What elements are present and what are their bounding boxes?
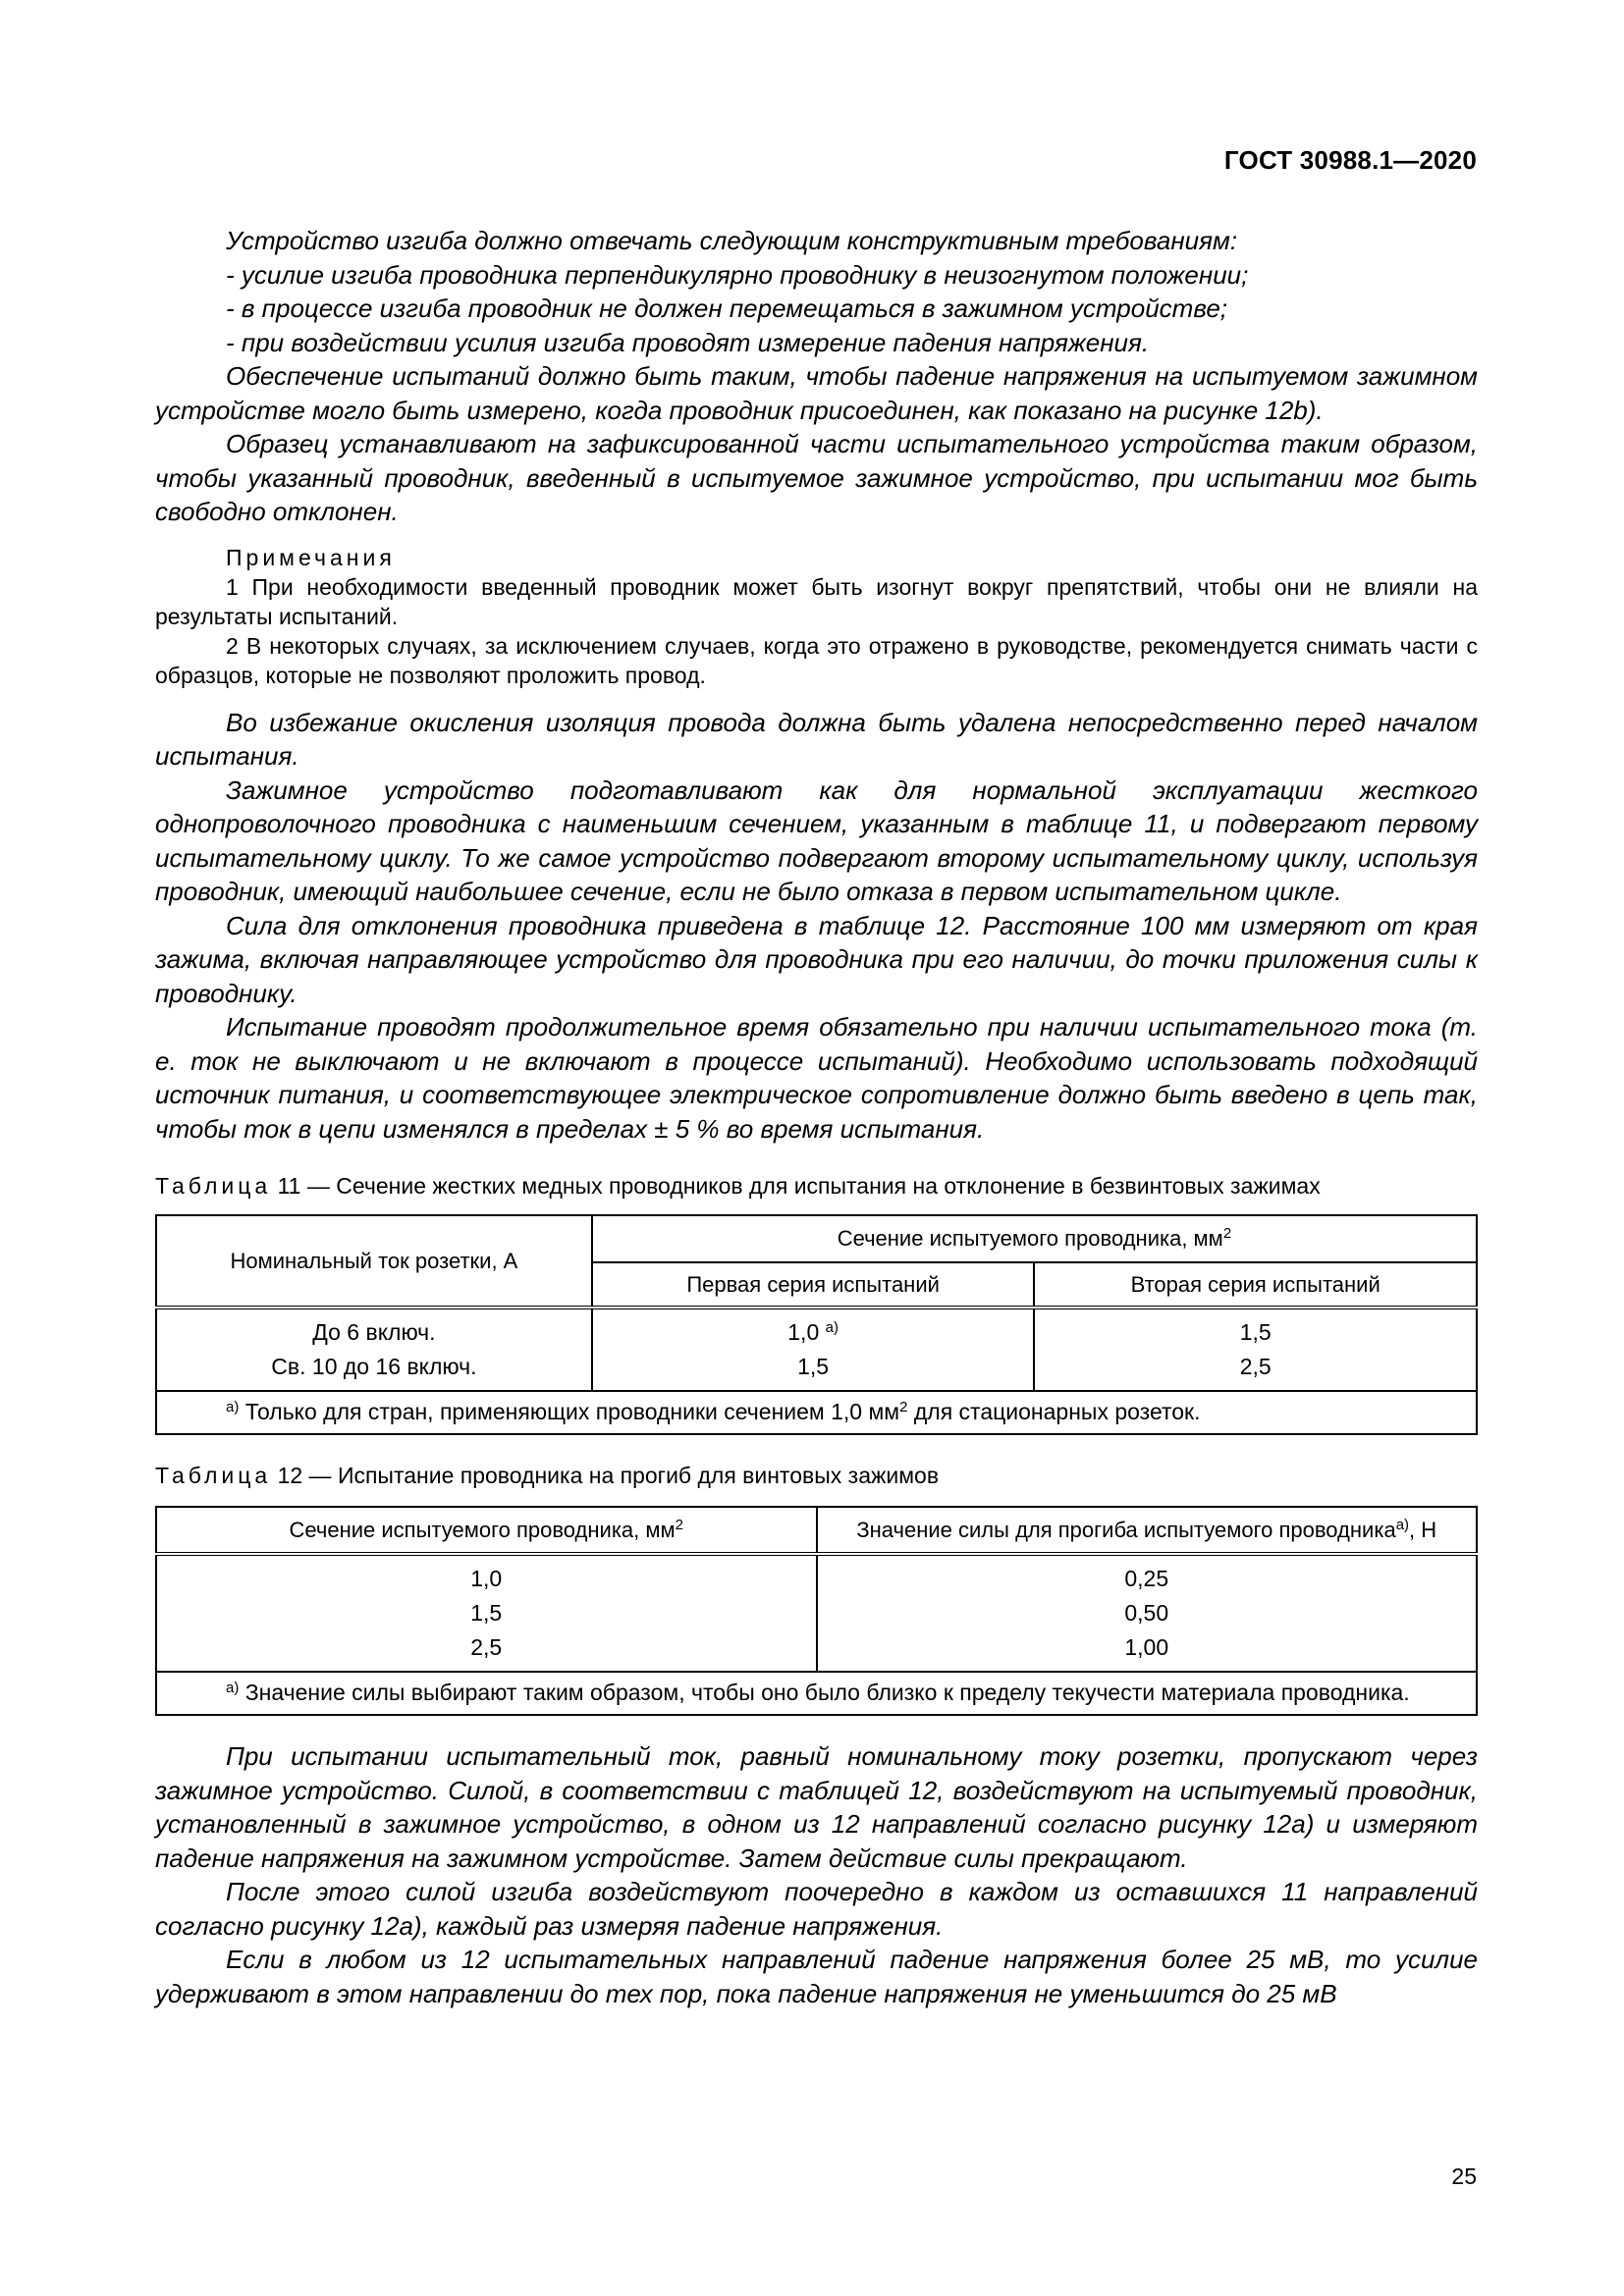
table-12-title: 12 — Испытание проводника на прогиб для винтовых зажимов [277, 1463, 940, 1488]
table-row [156, 1308, 1477, 1391]
final-paragraph-2: После этого силой изгиба воздействуют поочередно в каждом из оставшихся 11 направлений согласно рисунку 12a), каждый раз измеряя падение напряжения. [155, 1877, 1478, 1941]
body-paragraph-4: Испытание проводят продолжительное время обязательно при наличии испытательного тока (т. е. ток не выключают и не включают в процессе испытаний). Необходимо использовать подходящий источник питания, и соответствующее электрическое сопротивление должно быть введено в цепь так, чтобы ток в цепи изменялся в пределах ± 5 % во время испытания. [155, 1012, 1478, 1144]
table-12-sections: 1,0 1,5 2,5 [156, 1554, 817, 1672]
table-11-label: Таблица [155, 1173, 272, 1199]
table-11-header-first-series: Первая серия испытаний [592, 1262, 1035, 1308]
note-1: 1 При необходимости введенный проводник может быть изогнут вокруг препятствий, чтобы они не влияли на результаты испытаний. [155, 573, 1478, 629]
notes-title: Примечания [226, 544, 396, 570]
body-paragraph-3: Сила для отклонения проводника приведена в таблице 12. Расстояние 100 мм измеряют от края зажима, включая направляющее устройство для проводника при его наличии, до точки приложения силы к проводнику. [155, 910, 1478, 1008]
intro-lead: Устройство изгиба должно отвечать следующим конструктивным требованиям: [226, 226, 1238, 255]
table-11-caption [155, 1171, 1478, 1201]
body-paragraph-1: Во избежание окисления изоляция провода должна быть удалена непосредственно перед началом испытания. [155, 707, 1478, 771]
table-11-header-section: Сечение испытуемого проводника, $мм^2$ [592, 1215, 1477, 1262]
final-paragraph-1: При испытании испытательный ток, равный номинальному току розетки, пропускают через зажимное устройство. Силой, в соответствии с таблицей 12, воздействуют на испытуемый проводник, установленный в зажимное устройство, в одном из 12 направлений согласно рисунку 12a) и измеряют падение напряжения на зажимном устройстве. Затем действие силы прекращают. [155, 1741, 1478, 1873]
standard-header: ГОСТ 30988.1—2020 [1223, 145, 1477, 175]
table-12-header-section: Сечение испытуемого проводника, $мм^2$ [156, 1507, 817, 1554]
intro-bullet-3: - при воздействии усилия изгиба проводят измерение падения напряжения. [226, 327, 1150, 357]
table-12-forces: 0,25 0,50 1,00 [817, 1554, 1478, 1672]
table-11-currents: До 6 включ. Св. 10 до 16 включ. [156, 1308, 592, 1391]
table-11-footnote: $^{а)}$ Только для стран, применяющих проводники сечением 1,0 $мм^2$ для стационарных розеток. [156, 1391, 1477, 1434]
table-11-first-series-values: 1,0 $^{а)}$ 1,5 [592, 1308, 1035, 1391]
page-number: 25 [1451, 2163, 1477, 2189]
table-11 [155, 1214, 1478, 1435]
note-2: 2 В некоторых случаях, за исключением случаев, когда это отражено в руководстве, рекомендуется снимать части с образцов, которые не позволяют проложить провод. [155, 632, 1478, 688]
intro-bullet-1: - усилие изгиба проводника перпендикулярно проводнику в неизогнутом положении; [226, 259, 1249, 290]
notes-block [155, 543, 1478, 690]
table-11-second-series-values: 1,5 2,5 [1034, 1308, 1477, 1391]
final-text-block [155, 1739, 1478, 2010]
table-11-title: 11 — Сечение жестких медных проводников для испытания на отклонение в безвинтовых зажимах [277, 1173, 1321, 1199]
main-text-block [155, 706, 1478, 1147]
table-12-footnote: $^{а)}$ Значение силы выбирают таким образом, чтобы оно было близко к пределу текучести материала проводника. [156, 1672, 1477, 1715]
body-paragraph-2: Зажимное устройство подготавливают как для нормальной эксплуатации жесткого однопроволочного проводника с наименьшим сечением, указанным в таблице 11, и подвергают первому испытательному циклу. То же самое устройство подвергают второму испытательному циклу, используя проводник, имеющий наибольшее сечение, если не было отказа в первом испытательном цикле. [155, 774, 1478, 906]
table-12-label: Таблица [155, 1463, 272, 1488]
intro-paragraph-1: Обеспечение испытаний должно быть таким, чтобы падение напряжения на испытуемом зажимном устройстве могло быть измерено, когда проводник присоединен, как показано на рисунке 12b). [155, 361, 1478, 425]
intro-paragraph-2: Образец устанавливают на зафиксированной части испытательного устройства таким образом, чтобы указанный проводник, введенный в испытуемое зажимное устройство, при испытании мог быть свободно отклонен. [155, 429, 1478, 526]
table-12 [155, 1506, 1478, 1716]
table-12-header-force: Значение силы для прогиба испытуемого проводника$^{а)}$, Н [817, 1507, 1478, 1554]
table-12-caption [155, 1461, 1478, 1490]
intro-bullet-2: - в процессе изгиба проводник не должен перемещаться в зажимном устройстве; [226, 294, 1228, 323]
table-row [156, 1554, 1477, 1672]
table-11-header-current: Номинальный ток розетки, А [156, 1215, 592, 1308]
table-11-header-second-series: Вторая серия испытаний [1034, 1262, 1477, 1308]
page-content [155, 224, 1478, 2010]
final-paragraph-3: Если в любом из 12 испытательных направлений падение напряжения более 25 мВ, то усилие удерживают в этом направлении до тех пор, пока падение напряжения не уменьшится до 25 мВ [155, 1945, 1478, 2008]
